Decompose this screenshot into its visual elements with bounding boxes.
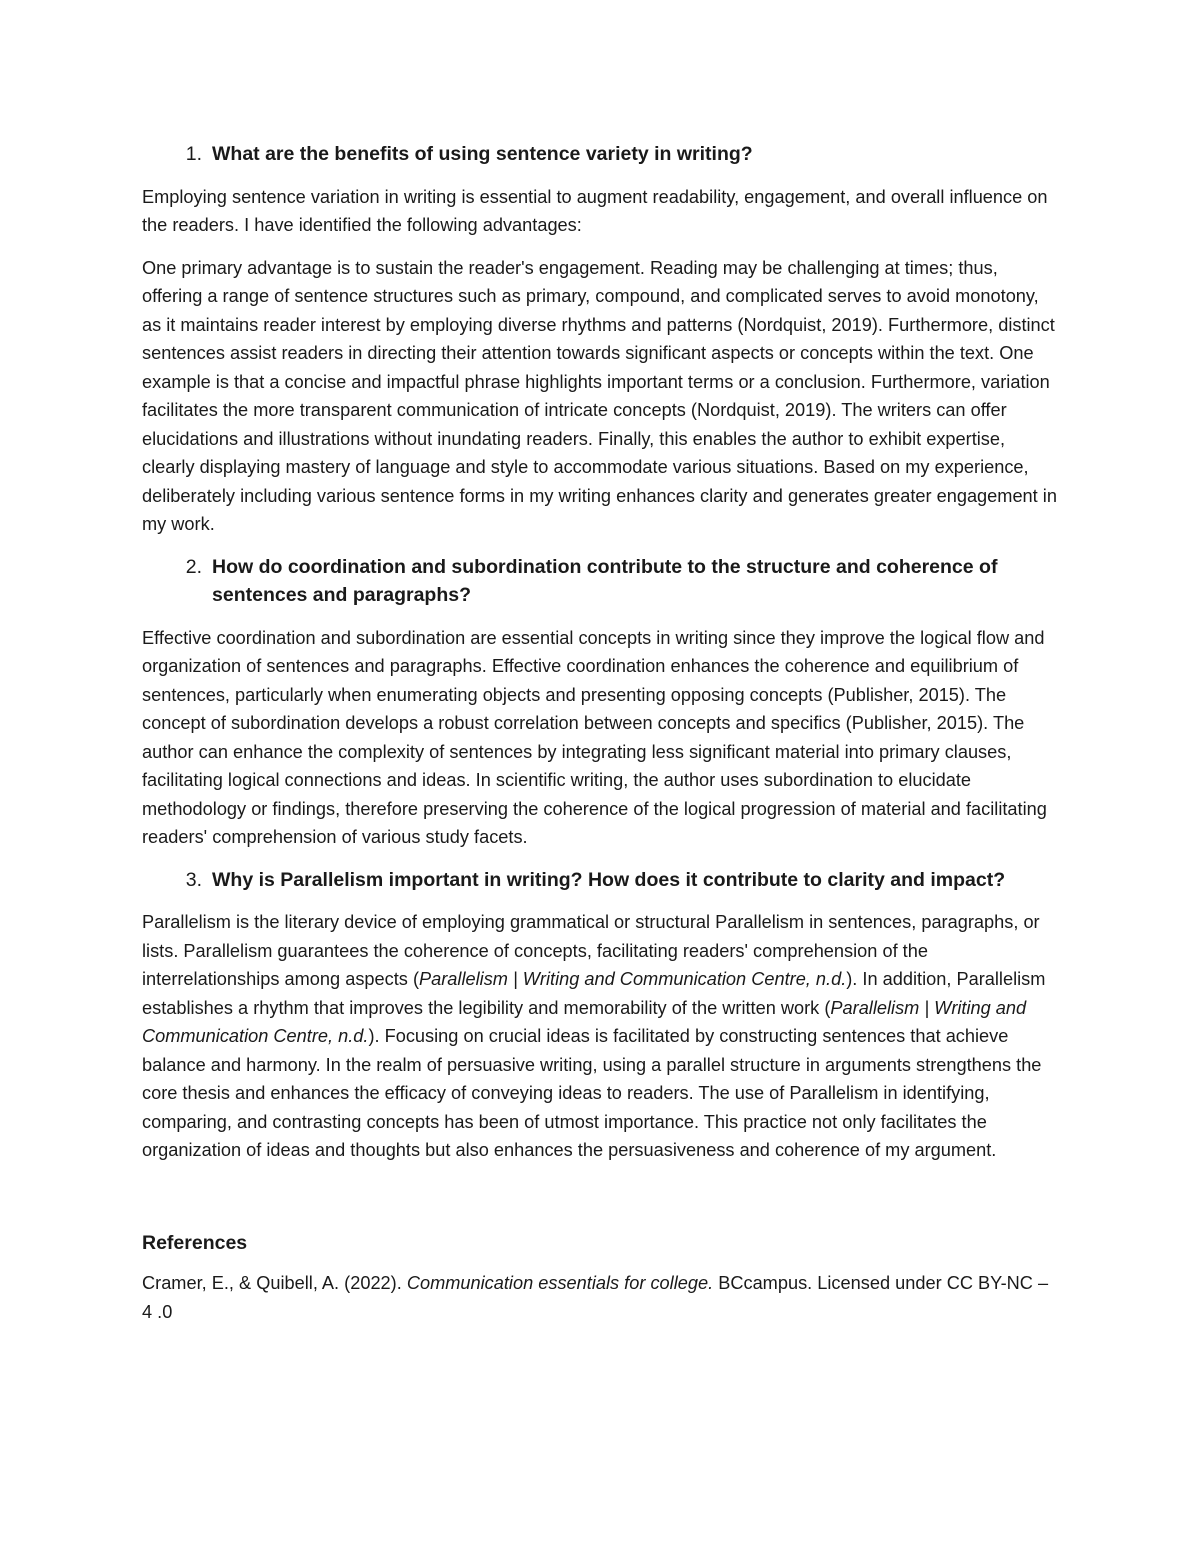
references-heading: References [142,1231,248,1254]
reference-entry [142,1269,1062,1326]
answer-3-paragraph [142,908,1062,1165]
answer-3-text-c: ). Focusing on crucial ideas is facilitated by constructing sentences that achieve balance and harmony. In the realm of persuasive writing, using a parallel structure in arguments strengthens the core thesis and enhances the efficacy of conveying ideas to readers. The use of Parallelism in identifying, comparing, and contrasting concepts has been of utmost importance. This practice not only facilitates the organization of ideas and thoughts but also enhances the persuasiveness and coherence of my argument. [142,1026,1042,1160]
answer-2-paragraph: Effective coordination and subordination are essential concepts in writing since they improve the logical flow and organization of sentences and paragraphs. Effective coordination enhances the coherence and equilibrium of sentences, particularly when enumerating objects and presenting opposing concepts (Publisher, 2015). The concept of subordination develops a robust correlation between concepts and specifics (Publisher, 2015). The author can enhance the complexity of sentences by integrating less significant material into primary clauses, facilitating logical connections and ideas. In scientific writing, the author uses subordination to elucidate methodology or findings, therefore preserving the coherence of the logical progression of material and facilitating readers' comprehension of various study facets. [142,627,1047,847]
reference-authors: Cramer, E., & Quibell, A. (2022). [142,1273,407,1293]
answer-3-citation-1: Parallelism | Writing and Communication Centre, n.d. [419,969,847,989]
reference-publisher: BCcampus. Licensed under CC BY-NC – 4 .0 [142,1273,1049,1322]
answer-3-text-b: ). In addition, Parallelism establishes a rhythm that improves the legibility and memorability of the written work ( [142,969,1046,1018]
question-2-number: 2. [185,555,202,578]
document-page [142,140,1062,1340]
answer-3-text-a: Parallelism is the literary device of employing grammatical or structural Parallelism in sentences, paragraphs, or lists. Parallelism guarantees the coherence of concepts, facilitating readers' comprehension of the interrelationships among aspects ( [142,912,1040,989]
answer-1-body-paragraph: One primary advantage is to sustain the reader's engagement. Reading may be challenging at times; thus, offering a range of sentence structures such as primary, compound, and complicated serves to avoid monotony, as it maintains reader interest by employing diverse rhythms and patterns (Nordquist, 2019). Furthermore, distinct sentences assist readers in directing their attention towards significant aspects or concepts within the text. One example is that a concise and impactful phrase highlights important terms or a conclusion. Furthermore, variation facilitates the more transparent communication of intricate concepts (Nordquist, 2019). The writers can offer elucidations and illustrations without inundating readers. Finally, this enables the author to exhibit expertise, clearly displaying mastery of language and style to accommodate various situations. Based on my experience, deliberately including various sentence forms in my writing enhances clarity and generates greater engagement in my work. [142,257,1057,534]
answer-1-intro-paragraph: Employing sentence variation in writing is essential to augment readability, engagement, and overall influence on the readers. I have identified the following advantages: [142,186,1048,235]
question-3-title: Why is Parallelism important in writing? How does it contribute to clarity and impact? [212,868,1006,891]
question-2-heading [142,553,1062,610]
question-2-title: How do coordination and subordination contribute to the structure and coherence of sentences and paragraphs? [212,555,998,606]
question-1-title: What are the benefits of using sentence variety in writing? [212,143,753,165]
question-1-heading [142,140,1062,169]
answer-3-citation-2: Parallelism | Writing and Communication Centre, n.d. [142,997,1027,1046]
question-3-number: 3. [185,868,202,891]
reference-title: Communication essentials for college. [406,1273,714,1293]
question-3-heading [142,866,1062,895]
question-1-number: 1. [185,143,202,165]
